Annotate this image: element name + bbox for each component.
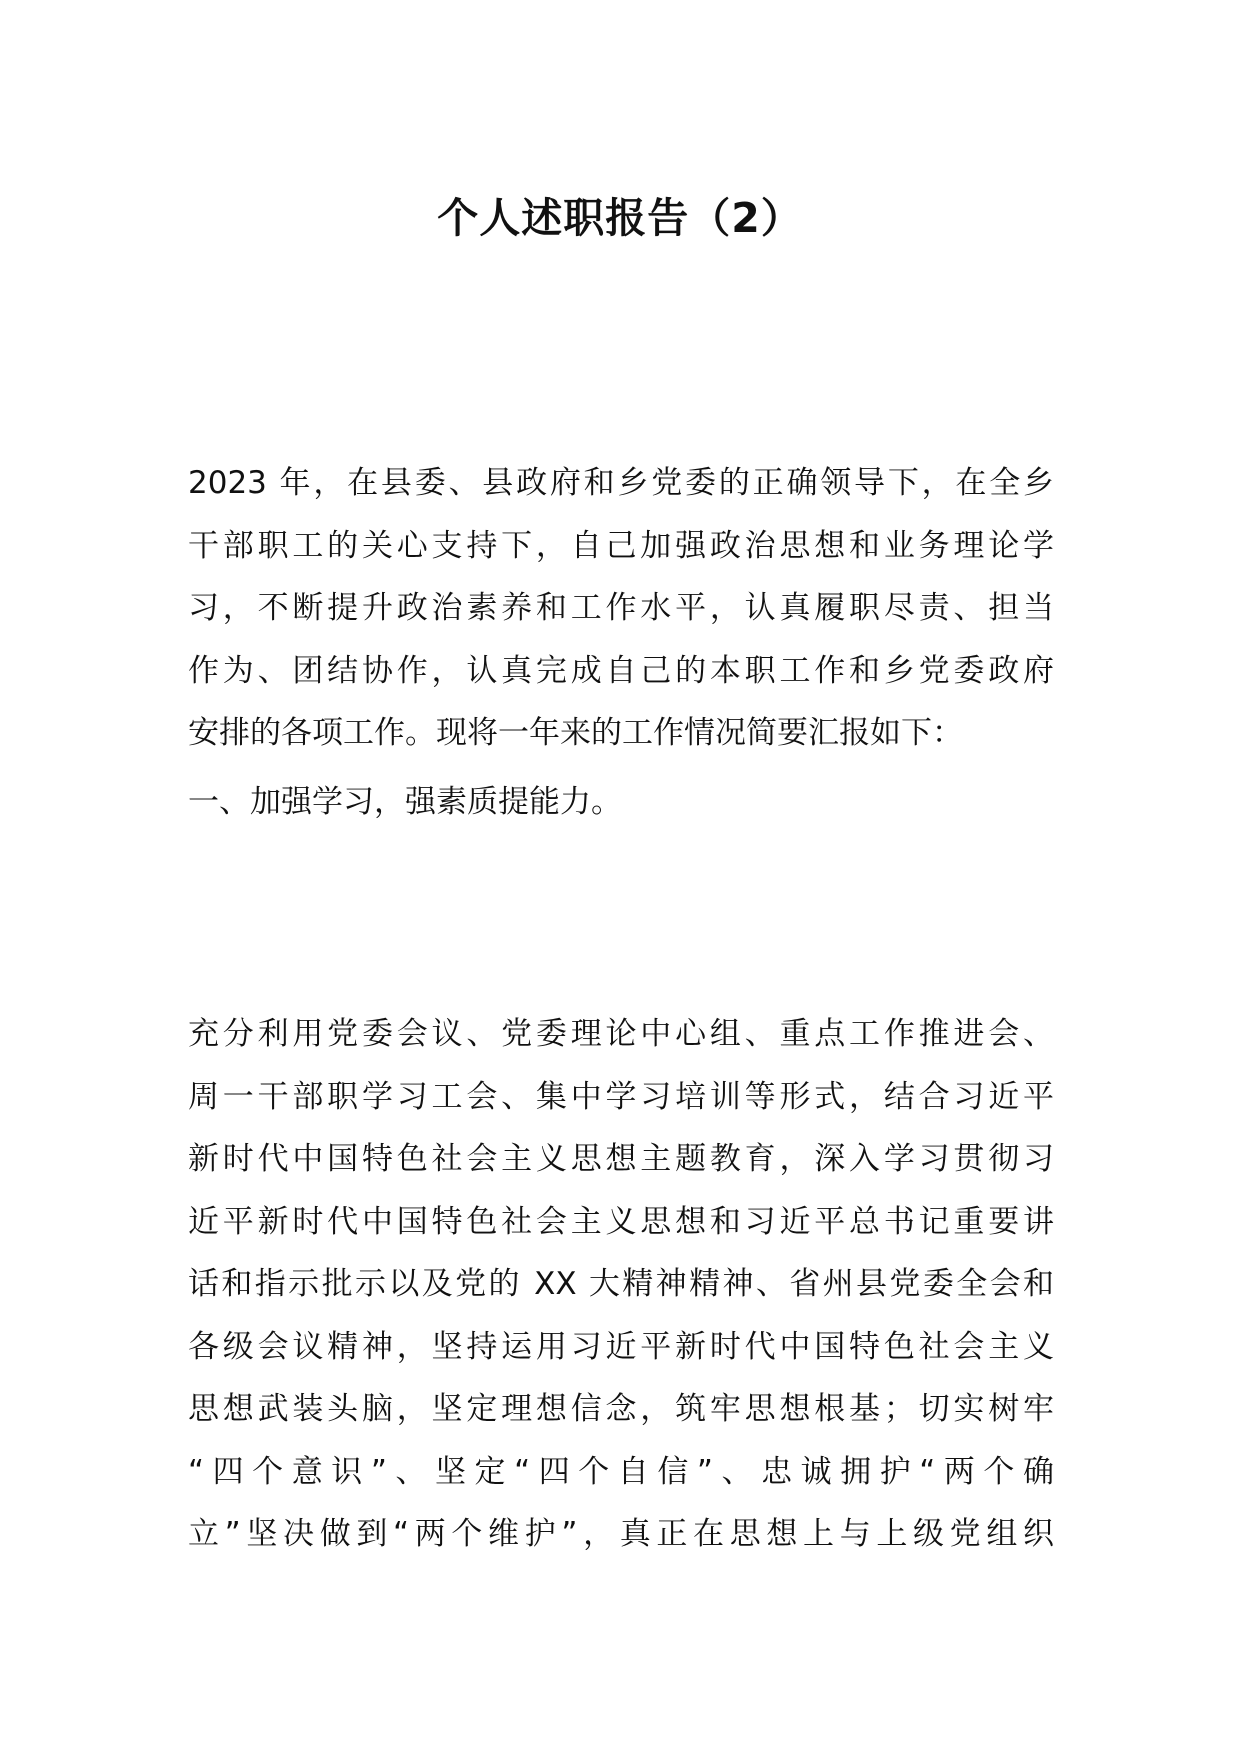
paragraph-line: 干部职工的关心支持下，自己加强政治思想和业务理论学 (188, 527, 1054, 564)
paragraph-line: 习，不断提升政治素养和工作水平，认真履职尽责、担当 (188, 590, 1054, 626)
paragraph-line: 安排的各项工作。现将一年来的工作情况简要汇报如下： (188, 715, 963, 751)
document-title: 个人述职报告（2） (437, 194, 803, 242)
section-heading-text: 一、加强学习，强素质提能力。 (188, 784, 622, 820)
section-1-paragraph (188, 1003, 1054, 1566)
paragraph-line: 充分利用党委会议、党委理论中心组、重点工作推进会、 (188, 1016, 1054, 1052)
intro-paragraph (188, 452, 1054, 765)
paragraph-line: 近平新时代中国特色社会主义思想和习近平总书记重要讲 (188, 1203, 1054, 1240)
paragraph-line: 思想武装头脑，坚定理想信念，筑牢思想根基；切实树牢 (188, 1391, 1054, 1427)
paragraph-line: 周一干部职学习工会、集中学习培训等形式，结合习近平 (188, 1078, 1054, 1115)
section-heading-1 (188, 771, 1054, 834)
paragraph-line: 作为、团结协作，认真完成自己的本职工作和乡党委政府 (188, 652, 1054, 689)
paragraph-line: 各级会议精神，坚持运用习近平新时代中国特色社会主义 (188, 1328, 1054, 1365)
paragraph-line: 话和指示批示以及党的 XX 大精神精神、省州县党委全会和 (188, 1266, 1054, 1302)
paragraph-line: 立”坚决做到“两个维护”，真正在思想上与上级党组织 (188, 1516, 1054, 1552)
paragraph-line: 新时代中国特色社会主义思想主题教育，深入学习贯彻习 (188, 1141, 1054, 1177)
paragraph-line: “四个意识”、坚定“四个自信”、忠诚拥护“两个确 (188, 1453, 1054, 1490)
paragraph-line: 2023 年，在县委、县政府和乡党委的正确领导下，在全乡 (188, 465, 1054, 501)
